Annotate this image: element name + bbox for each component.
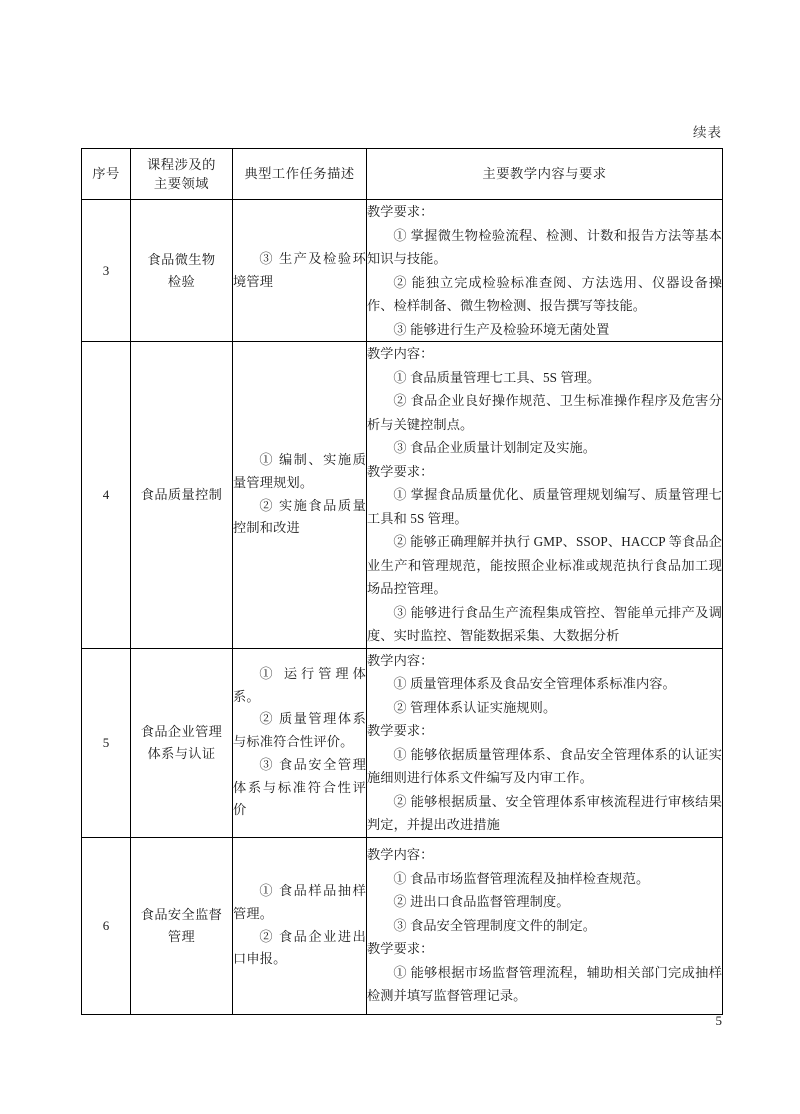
course-table-wrapper xyxy=(81,148,722,1015)
cell-typical-task xyxy=(233,342,367,649)
content-item: ① 掌握食品质量优化、质量管理规划编写、质量管理七工具和 5S 管理。 xyxy=(367,487,722,526)
table-header xyxy=(82,149,723,200)
cell-teaching-content xyxy=(367,342,723,649)
content-item: ① 食品质量管理七工具、5S 管理。 xyxy=(393,369,601,385)
content-item: ③ 食品安全管理制度文件的制定。 xyxy=(393,917,597,933)
content-item: ② 能独立完成检验标准查阅、方法选用、仪器设备操作、检样制备、微生物检测、报告撰写等技能。 xyxy=(367,274,722,313)
task-item: ② 实施食品质量控制和改进 xyxy=(233,497,366,536)
cell-teaching-content xyxy=(367,200,723,342)
content-item: ① 食品市场监督管理流程及抽样检查规范。 xyxy=(393,870,650,886)
cell-teaching-content xyxy=(367,648,723,837)
content-heading: 教学内容： xyxy=(367,652,434,668)
cell-typical-task xyxy=(233,648,367,837)
table-row xyxy=(82,200,723,342)
content-item: ③ 能够进行食品生产流程集成管控、智能单元排产及调度、实时监控、智能数据采集、大数据分析 xyxy=(367,604,722,643)
content-item: ② 能够正确理解并执行 GMP、SSOP、HACCP 等食品企业生产和管理规范，能按照企业标准或规范执行食品加工现场品控管理。 xyxy=(367,534,722,596)
continuation-label: 续表 xyxy=(693,125,722,140)
content-item: ② 进出口食品监督管理制度。 xyxy=(393,894,570,910)
content-item: ① 能够根据市场监督管理流程，辅助相关部门完成抽样检测并填写监督管理记录。 xyxy=(367,964,722,1004)
task-item: ① 运行管理体系。 xyxy=(233,666,366,704)
content-item: ② 能够根据质量、安全管理体系审核流程进行审核结果判定，并提出改进措施 xyxy=(367,793,722,832)
content-heading: 教学要求： xyxy=(367,723,434,738)
content-item: ① 掌握微生物检验流程、检测、计数和报告方法等基本知识与技能。 xyxy=(367,227,722,266)
content-item: ③ 能够进行生产及检验环境无菌处置 xyxy=(393,321,610,337)
cell-row-number: 6 xyxy=(82,837,131,1014)
cell-row-number: 5 xyxy=(82,648,131,837)
content-item: ② 食品企业良好操作规范、卫生标准操作程序及危害分析与关键控制点。 xyxy=(367,393,722,432)
course-area-line1: 食品微生物 xyxy=(147,252,216,268)
task-item: ① 食品样品抽样管理。 xyxy=(233,883,366,921)
page-number: 5 xyxy=(715,1013,722,1028)
column-header-area-line2: 主要领域 xyxy=(153,176,210,191)
table-row xyxy=(82,342,723,649)
content-heading: 教学内容： xyxy=(367,346,434,361)
cell-course-area xyxy=(131,648,233,837)
course-area-line2: 管理 xyxy=(167,928,196,944)
content-heading: 教学要求： xyxy=(367,204,434,219)
table-row xyxy=(82,837,723,1014)
column-header-area xyxy=(131,149,233,200)
cell-row-number: 3 xyxy=(82,200,131,342)
cell-teaching-content xyxy=(367,837,723,1014)
cell-typical-task xyxy=(233,200,367,342)
task-item: ① 编制、实施质量管理规划。 xyxy=(233,452,366,491)
course-area-line1: 食品企业管理 xyxy=(140,724,223,740)
table-header-row xyxy=(82,149,723,200)
task-item: ② 质量管理体系与标准符合性评价。 xyxy=(233,711,366,750)
content-item: ① 质量管理体系及食品安全管理体系标准内容。 xyxy=(393,676,676,691)
content-heading: 教学要求： xyxy=(367,463,434,479)
column-header-no: 序号 xyxy=(82,149,131,200)
task-item: ③ 生产及检验环境管理 xyxy=(233,250,366,289)
column-header-area-line1: 课程涉及的 xyxy=(147,156,216,172)
course-area-line2: 体系与认证 xyxy=(147,745,216,761)
column-header-main: 主要教学内容与要求 xyxy=(367,149,723,200)
cell-course-area xyxy=(131,342,233,649)
course-area-line2: 检验 xyxy=(167,273,196,289)
table-row xyxy=(82,648,723,837)
table-body xyxy=(82,200,723,1015)
content-heading: 教学内容： xyxy=(367,847,434,863)
task-item: ② 食品企业进出口申报。 xyxy=(233,928,366,967)
course-area-line1: 食品质量控制 xyxy=(140,487,223,503)
cell-course-area xyxy=(131,200,233,342)
course-table xyxy=(81,148,723,1015)
cell-typical-task xyxy=(233,837,367,1014)
course-area-line1: 食品安全监督 xyxy=(140,907,223,923)
cell-course-area xyxy=(131,837,233,1014)
content-item: ① 能够依据质量管理体系、食品安全管理体系的认证实施细则进行体系文件编写及内审工作。 xyxy=(367,746,722,785)
cell-row-number: 4 xyxy=(82,342,131,649)
task-item: ③ 食品安全管理体系与标准符合性评价 xyxy=(233,756,366,818)
content-item: ② 管理体系认证实施规则。 xyxy=(393,699,557,715)
column-header-task: 典型工作任务描述 xyxy=(233,149,367,200)
content-heading: 教学要求： xyxy=(367,941,434,957)
content-item: ③ 食品企业质量计划制定及实施。 xyxy=(393,440,597,455)
